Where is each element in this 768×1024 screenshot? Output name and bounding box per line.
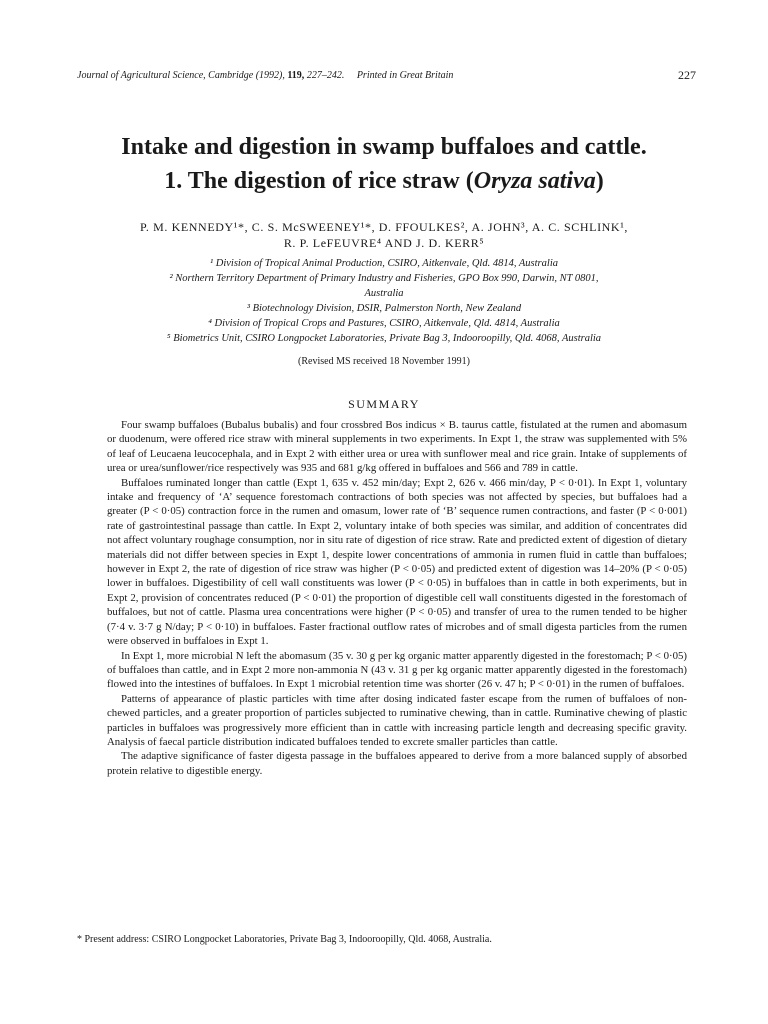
affiliation-5: ⁵ Biometrics Unit, CSIRO Longpocket Laboratories, Private Bag 3, Indooroopilly, Qld. 4068, Australia	[166, 333, 602, 344]
authors-line-2: R. P. LeFEUVRE⁴ AND J. D. KERR⁵	[283, 236, 485, 250]
footnote: * Present address: CSIRO Longpocket Laboratories, Private Bag 3, Indooroopilly, Qld. 4068, Australia.	[77, 934, 492, 945]
title-species: Oryza sativa	[473, 168, 596, 194]
revised-date: (Revised MS received 18 November 1991)	[298, 356, 470, 367]
affiliations	[70, 256, 698, 346]
article-title	[60, 130, 708, 198]
journal-pages: 227–242.	[306, 70, 345, 81]
journal-volume: 119,	[287, 70, 305, 81]
title-line-2-suffix: )	[595, 168, 604, 194]
summary-paragraph: In Expt 1, more microbial N left the abomasum (35 v. 30 g per kg organic matter apparently digested in the forestomach; P < 0·05) of buffaloes than cattle, and in Expt 2 more non-ammonia N (43 v. 31 g per kg organic matter apparently digested in the forestomach) flowed into the intestines of buffaloes. In Expt 1 microbial retention time was shorter (26 v. 47 h; P < 0·01) in the rumen of buffaloes.	[107, 649, 687, 691]
title-line-2	[60, 164, 708, 198]
authors-line-1: P. M. KENNEDY¹*, C. S. McSWEENEY¹*, D. FFOULKES², A. JOHN³, A. C. SCHLINK¹,	[139, 220, 628, 234]
summary-paragraph: Patterns of appearance of plastic particles with time after dosing indicated faster escape from the rumen of buffaloes of non-chewed particles, and a greater proportion of particles subjected to ruminative chewing, than in cattle. Ruminative chewing of plastic particles in buffaloes was progressively more efficient than in cattle with increasing particle length and decreasing specific gravity. Analysis of faecal particle distribution indicated buffaloes tended to excrete smaller particles than cattle.	[107, 692, 687, 748]
affiliation-2: ² Northern Territory Department of Primary Industry and Fisheries, GPO Box 990, Darwin, NT 0801,	[169, 273, 599, 284]
summary-paragraph: The adaptive significance of faster digesta passage in the buffaloes appeared to derive from a more balanced supply of absorbed protein relative to digestible energy.	[107, 750, 687, 777]
author-list	[70, 219, 698, 251]
page-number: 227	[678, 68, 696, 82]
affiliation-1: ¹ Division of Tropical Animal Production, CSIRO, Aitkenvale, Qld. 4814, Australia	[210, 258, 558, 269]
title-line-2-prefix: 1. The digestion of rice straw (	[164, 168, 474, 194]
affiliation-3: ³ Biotechnology Division, DSIR, Palmerston North, New Zealand	[246, 303, 522, 314]
summary-paragraph: Four swamp buffaloes (Bubalus bubalis) and four crossbred Bos indicus × B. taurus cattle, fistulated at the rumen and abomasum or duodenum, were offered rice straw with mineral supplements in two experiments. In Expt 1, the straw was supplemented with 5% of leaf of Leucaena leucocephala, and in Expt 2 with either urea or urea with sunflower meal and rice grain. Intake of supplements of urea or urea/sunflower/rice respectively was 935 and 681 g/kg offered in buffaloes and 566 and 789 in cattle.	[107, 419, 687, 475]
printed-note: Printed in Great Britain	[356, 70, 454, 81]
affiliation-4: ⁴ Division of Tropical Crops and Pastures, CSIRO, Aitkenvale, Qld. 4814, Australia	[208, 318, 560, 329]
running-header	[77, 68, 696, 82]
summary-paragraph: Buffaloes ruminated longer than cattle (Expt 1, 635 v. 452 min/day; Expt 2, 626 v. 466 min/day, P < 0·01). In Expt 1, voluntary intake and frequency of ‘A’ sequence forestomach contractions of both species was not affected by species, but buffaloes had a greater (P < 0·05) contraction force in the rumen and omasum, lower rate of ‘B’ sequence rumen contractions, and faster (P < 0·001) rate of gastrointestinal passage than cattle. In Expt 2, voluntary intake of both species was similar, and addition of concentrates did not affect voluntary roughage consumption, nor in situ rate of digestion of rice straw. Rate and predicted extent of digestion of dietary materials did not differ between species in Expt 1, despite lower concentrations of ammonia in rumen fluid in cattle than buffaloes; however in Expt 2, the rate of digestion of rice straw was higher (P < 0·05) and predicted extent of digestion was 14–20% (P < 0·05) lower in buffaloes. Digestibility of cell wall constituents was lower (P < 0·05) in buffaloes than in cattle in both experiments, but in Expt 2, provision of concentrates reduced (P < 0·01) the proportion of digestible cell wall constituents digested in the forestomach of buffaloes, but not of cattle. Plasma urea concentrations were higher (P < 0·05) and transfer of urea to the rumen tended to be higher (7·4 v. 3·7 g N/day; P < 0·10) in buffaloes. Faster fractional outflow rates of microbes and of small digesta particles from the rumen were observed in buffaloes in Expt 1.	[107, 476, 687, 648]
title-line-1: Intake and digestion in swamp buffaloes and cattle.	[121, 134, 647, 160]
journal-name: Journal of Agricultural Science, Cambridge	[77, 70, 254, 81]
affiliation-2-cont: Australia	[364, 288, 404, 299]
summary-heading: SUMMARY	[348, 397, 420, 411]
journal-year: (1992),	[255, 70, 285, 81]
summary-body	[107, 418, 687, 778]
